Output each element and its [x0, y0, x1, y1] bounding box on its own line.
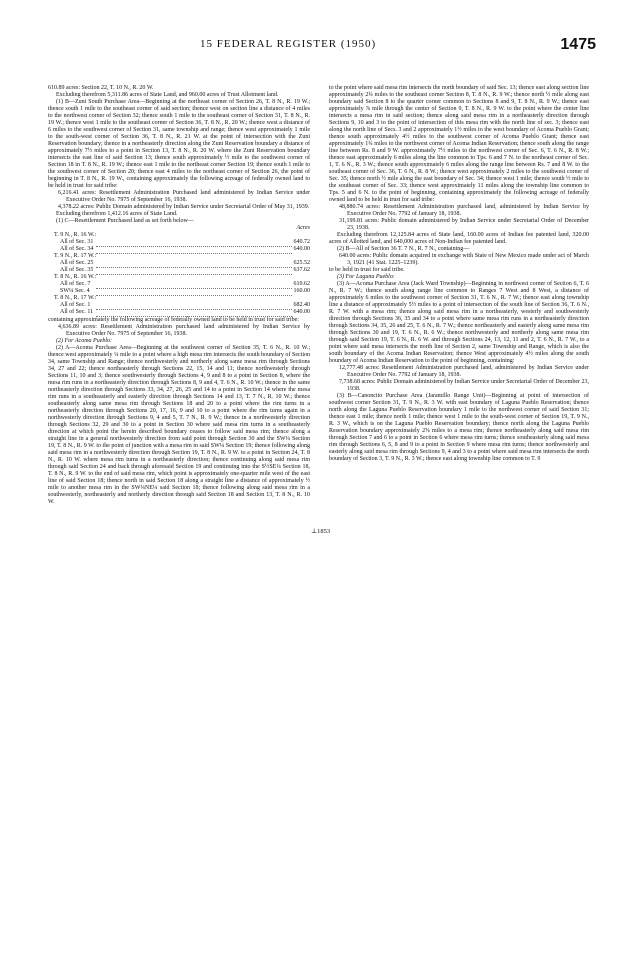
table-row: [48, 260, 310, 267]
paragraph: Excluding therefrom 1,412.16 acres of State Land.: [56, 211, 178, 217]
tract-acres: 640.00: [293, 246, 310, 252]
table-row: [48, 239, 310, 246]
paragraph: (1) C—Resettlement Purchased land as set forth below—: [56, 218, 194, 224]
section-heading: [329, 274, 589, 281]
table-row: [48, 302, 310, 309]
leader-dots: [96, 246, 291, 253]
section-heading: [48, 338, 310, 345]
tract-acres: 160.00: [293, 288, 310, 294]
acreage-entry: 6,216.41 acres: Resettlement Administration Purchased land administered by Indian Service under Executive Order No. 7975 of September 16, 1938.: [58, 190, 310, 203]
tract-acres: 625.52: [293, 260, 310, 266]
paragraph: (3) A—Acoma Purchase Area (Jack Ward Township)—Beginning in northwest corner of Section 6, T. 6 N., R. 7 W.; thence south along range line common to Ranges 7 West and 8 West, a distance of approximately 6 miles to the southwest corner of Section 31, T. 6 N., R. 7 W.; thence east along township line a distance of approximately 5½ miles to a point of intersection of the south line of Section 36, T. 6 N., R. 7 W. with a mesa rim; thence along said mesa rim in a northeasterly, westerly and southwesterly direction through Sections 36, 35 and 34 to a point where same mesa rim runs in a northeasterly direction through Sections 34, 35, 26 and 25, T. 6 N., R. 7 W.; thence northeasterly and easterly along same mesa rim through Sections 30 and 19, T. 6 N., R. 6 W.; thence northwesterly and northerly along same mesa rim through said Section 19, T. 6 N., R. 6 W. and through Sections 24, 13, 12, 11 and 2, T. 6 N., R. 7 W., to a point where said mesa intersects the north line of Section 2, same Township and Range, which is also the south boundary of the Acoma Indian Reservation; thence West approximately 4½ miles along the south boundary of Acoma Indian Reservation to the point of beginning, containing:: [329, 281, 589, 364]
leader-dots: [96, 232, 291, 239]
page-header: [0, 36, 636, 62]
paragraph: (2) B—All of Section 36 T. 7 N., R. 7 N., containing—: [337, 246, 470, 252]
tract-acres: 610.62: [293, 281, 310, 287]
tract-acres: [292, 232, 311, 239]
section-title: For Acoma Pueblo:: [64, 337, 113, 344]
paragraph: (3) B—Canoncito Purchase Area (Jaramillo Range Unit)—Beginning at point of intersection of southwest corner Section 31, T. 9 N., R. 3 W. with east boundary of Laguna Pueblo Reservation; thence north along the Laguna Pueblo Reservation boundary 1 mile to the northwest corner of said Section 31; thence east 1 mile; thence north 1 mile; thence west 1 mile to the south-west corner of Section 19, T. 9 N., R. 3 W., which is on the Laguna Pueblo Reservation boundary; thence north along the Laguna Pueblo Reservation boundary approximately 2⅝ miles to a mesa rim; thence northeasterly along said mesa rim through Section 7 and 6 to a point in Section 6 where mesa rim turns; thence southeasterly along said mesa rim through Sections 6, 5, 8 and 9 to a point in Section 9 where mesa rim turns; thence northwesterly and easterly along said mesa rim through Sections 9, 4 and 3 to a point where said mesa rim intersects the north boundary of Section 3, T. 9 N., R. 3 W.; thence east along township line common to T. 9: [329, 393, 589, 462]
paragraph: to be held in trust for said tribe.: [329, 267, 405, 273]
acreage-entry: 4,378.22 acres: Public Domain administered by Indian Service under Secretarial Order of May 31, 1939.: [58, 204, 310, 210]
tract-township-label: T. 9 N., R. 17 W.:: [54, 253, 97, 259]
tract-acres: 640.00: [293, 309, 310, 315]
section-number: (3): [337, 274, 344, 280]
leader-dots: [96, 260, 291, 267]
tract-section-label: All of Sec. 35: [60, 267, 94, 273]
leader-dots: [96, 253, 291, 260]
acreage-entry: 7,738.68 acres: Public Domain administered by Indian Service under Secretarial Order of December 23, 1938.: [339, 379, 589, 392]
leader-dots: [96, 302, 291, 309]
page-number: 1475: [560, 36, 596, 53]
table-row: [48, 267, 310, 274]
tract-acres: 637.62: [293, 267, 310, 273]
tract-acres: [292, 253, 311, 260]
paragraph: Excluding therefrom 12,125.84 acres of State land, 160.00 acres of Indian fee patented land, 320.00 acres of Allotted land, and 640,000 acres of Non-Indian fee patented land.: [329, 232, 589, 245]
table-row: [48, 253, 310, 260]
table-row: [48, 274, 310, 281]
tract-township-label: T. 9 N., R. 16 W.:: [54, 232, 97, 238]
left-column: [48, 85, 310, 506]
paragraph: to the point where said mesa rim intersects the north boundary of said Sec. 13; thence east along section line approximately 2¾ miles to the southeast corner Section 8, T. 8 N., R. 9 W.; thence north ½ mile along east boundary said Section 8 to the quarter corner common to Sections 8 and 9, T. 8 N., R. 9 W.; thence east approximately ⅞ mile through the center of Section 9, T. 8 N., R. 9 W. to the point where the center line intersects a mesa rim in said section; thence along said mesa rim in a northeasterly direction through Sections 9, 10 and 3 to the point of intersection of this mesa rim with the north line of sec. 3; thence east along the north line of Secs. 3 and 2 approximately 1½ miles to the west boundary of Acoma Pueblo Grant; thence south approximately 4½ miles to the southwest corner of Acoma Pueblo Grant; thence east approximately 1¾ miles to the northwest corner of Acoma Indian Reservation; thence south along the range line between Rs. 8 and 9 W. approximately 7½ miles to the northwest corner of Sec. 6, T. 6 N., R. 8 W.; thence east approximately 6 miles along the line common to Tps. 6 and 7 N. to the northeast corner of Sec. 1, T. 6 N., R. 3 W.; thence south approximately 6 miles along the range line between Rs. 7 and 8 W. to the southeast corner of Sec. 36, T. 6 N., R. 8 W.; thence west approximately 2 miles to the southwest corner of Sec. 35; thence north ½ mile along the east boundary of Sec. 34; thence west 1 mile; thence south ½ mile to the southeast corner of Sec. 33; thence west approximately 11 miles along the township line common to Tps. 5 and 6 N. to the point of beginning, containing approximately the following acreage of federally owned land to be held in trust for said tribe:: [329, 85, 589, 203]
leader-dots: [96, 309, 291, 316]
tract-section-label: All of Sec. 11: [60, 309, 94, 315]
leader-dots: [96, 274, 291, 281]
right-column: [329, 85, 589, 463]
tract-table-header-row: [48, 225, 310, 232]
leader-dots: [96, 281, 291, 288]
table-row: [48, 281, 310, 288]
tract-township-label: T. 8 N., R. 16 W.:: [54, 274, 97, 280]
table-row: [48, 246, 310, 253]
acreage-entry: 31,199.81 acres: Public domain administered by Indian Service under Secretarial Order of December 23, 1938.: [339, 218, 589, 231]
leader-dots: [96, 267, 291, 274]
paragraph: 610.89 acres: Section 22, T. 10 N., R. 20 W.: [48, 85, 154, 91]
tract-section-label: All of Sec. 31: [60, 239, 94, 245]
tract-section-label: SW¼ Sec. 4: [60, 288, 90, 294]
paragraph: (1) B—Zuni South Purchase Area—Beginning at the northeast corner of Section 26, T. 8 N., R. 19 W.; thence south 1 mile to the southeast corner of said section; thence west on section line a distance of 4 miles to the northwest corner of Section 32; thence south 1 mile to the southeast corner of Section 31, T. 8 N., R. 19 W.; thence west 1 mile to the southeast corner of Section 36, T. 8 N., R. 20 W.; thence west a distance of 6 miles to the southwest corner of Section 31, same township and range; thence west approximately 1 mile to the south-west corner of Section 36, T. 8 N., R. 21 W. at the point of intersection with the Zuni Reservation boundary; thence in a northeasterly direction along the Zuni Reservation boundary a distance of approximately 7½ miles to a point in Section 13, T. 8 N., R. 20 W. where the Zuni Reservation boundary intersects the east line of said Section 13; thence south approximately ½ mile to the southwest corner of Section 18 in T. 8 N., R. 19 W.; thence east 1 mile to the northeast corner Section 19; thence south 1 mile to the southwest corner of Section 20; thence east 4 miles to the northeast corner of Section 26, the point of beginning in T. 8 N., R. 19 W., containing approximately the following acreage of federally owned land to be held in trust for said tribe:: [48, 99, 310, 189]
tract-acres: [292, 295, 311, 302]
margin-page-reference: ⊥1853: [311, 528, 331, 535]
acreage-entry: 48,880.74 acres: Resettlement Administration purchased land, administered by Indian Service by Executive Order No. 7792 of January 18, 1938.: [339, 204, 589, 217]
acreage-entry: 12,777.48 acres: Resettlement Administration purchased land, administered by Indian Service under Executive Order No. 7792 of January 18, 1938.: [339, 365, 589, 378]
tract-section-label: All of Sec. 7: [60, 281, 91, 287]
table-row: [48, 232, 310, 239]
acreage-entry: 640.00 acres: Public domain acquired in exchange with State of New Mexico made under act of March 3, 1921 (41 Stat. 1225–1239).: [339, 253, 589, 266]
tract-acres: 682.40: [293, 302, 310, 308]
tract-acres: [292, 274, 311, 281]
acres-column-header: Acres: [296, 225, 310, 231]
tract-section-label: All of Sec. 1: [60, 302, 91, 308]
leader-dots: [96, 288, 291, 295]
paragraph: containing approximately the following acreage of federally owned land to be held in trust for said tribe:: [48, 316, 299, 323]
leader-dots: [96, 239, 291, 246]
paragraph: (2) A—Acoma Purchase Area—Beginning at the southwest corner of Section 35, T. 6 N., R. 10 W.; thence west approximately ¼ mile to a point where a high mesa rim intersects the south boundary of Section 34, same Township and Range; thence northwesterly and northerly along same mesa rim through Sections 34, 27 and 22; thence northeasterly through Sections 22, 15, 14 and 11; thence northwesterly through Sections 11, 10 and 3; thence southwesterly through Sections 4, 9 and 8 to a point in Section 8, where the mesa rim runs in a northeasterly direction through Sections 8, 9 and 4, T. 6 N., R. 10 W.; thence in the same northeasterly direction through Sections 33, 34, 27, 26, 25 and 14 to a point in Section 14 where the mesa rim runs in a southeasterly and easterly direction through Sections 14 and 13, T. 7 N., R. 10 W.; thence southeasterly along same mesa rim through Sections 18 and 20 to a point where the rim turns in a northeasterly direction through Sections 20, 17, 16, 9 and 10 to a point where the rim turns again in a northwesterly direction through Sections 9, 4 and 5, T. 7 N., R. 9 W.; thence in a northwesterly direction through Sections 32, 29 and 30 to a point in Section 30 where said mesa rim turns in a southeasterly direction at which point the herein described boundary ceases to follow said mesa rim; thence along a straight line in a general northwesterly direction from said point through Section 30 and the SW¼ Section 19, T. 8 N., R. 9 W. to the point of junction with a mesa rim in said SW¼ Section 19; thence following along said mesa rim in a northwesterly direction through Section 19, T. 8 N., R. 9 W. to a point in Section 24, T. 8 N., R. 10 W. where mesa rim turns in a northeasterly direction; thence continuing along said mesa rim through said Section 24 and back through aforesaid Section 19 and continuing into the S½SE¼ Section 18, T. 8 N., R. 9 W. to the end of said mesa rim, which point is approximately one-quarter mile west of the east line of said Section 18; thence north in said Section 18 along a straight line a distance of approximately ½ mile to another mesa rim in the SW¼NE¼ said Section 18; thence following along said mesa rim in a southwesterly, northeasterly and northerly direction through said Section 18 and Section 13, T. 8 N., R. 10 W.: [48, 344, 310, 505]
table-row: [48, 288, 310, 295]
acreage-entry: 4,636.89 acres: Resettlement Administration purchased land administered by Indian Service by Executive Order No. 7975 of September 16, 1938.: [58, 323, 310, 337]
running-head: 15 FEDERAL REGISTER (1950): [200, 38, 377, 50]
tract-table: [48, 225, 310, 317]
table-row: [48, 309, 310, 316]
leader-dots: [96, 295, 291, 302]
section-number: (2): [56, 337, 63, 344]
tract-acres: 640.72: [293, 239, 310, 245]
paragraph: Excluding therefrom 5,311.86 acres of State Land, and 960.00 acres of Trust Allotment land.: [56, 92, 279, 98]
tract-section-label: All of Sec. 25: [60, 260, 94, 266]
tract-section-label: All of Sec. 34: [60, 246, 94, 252]
table-row: [48, 295, 310, 302]
tract-township-label: T. 8 N., R. 17 W.:: [54, 295, 97, 301]
section-title: For Laguna Pueblo:: [345, 274, 395, 280]
